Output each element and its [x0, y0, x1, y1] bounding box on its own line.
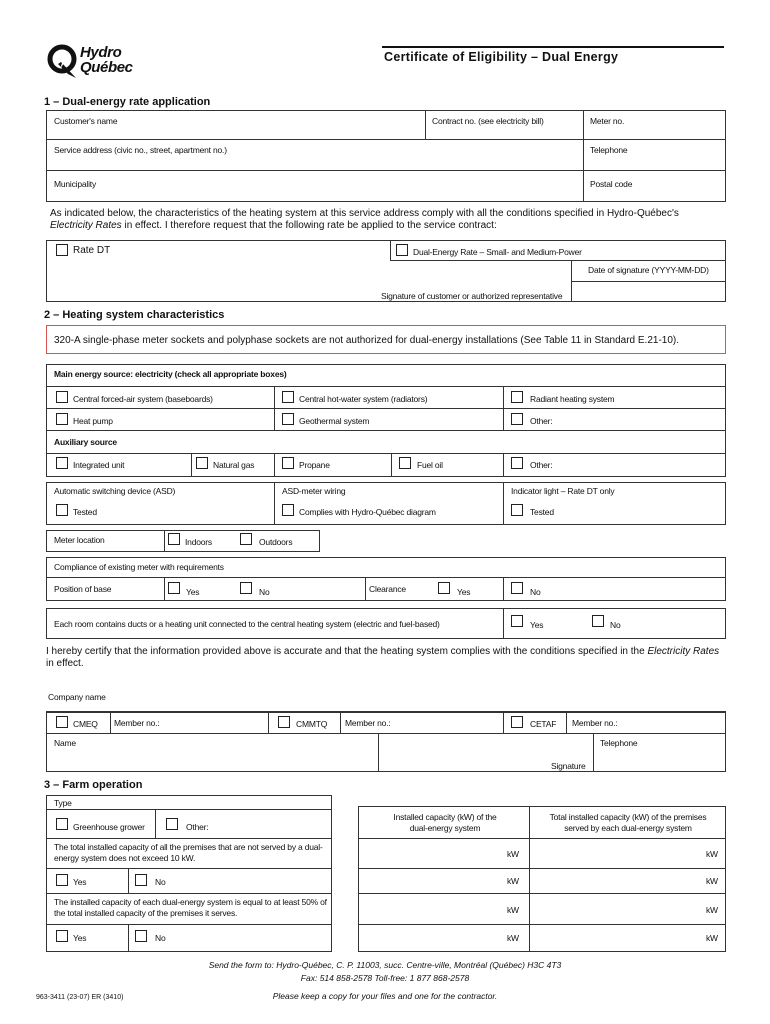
asd-meter-wiring-label: ASD-meter wiring — [282, 486, 346, 496]
heat-hline0 — [46, 386, 726, 387]
capacity-col2-header: Total installed capacity (kW) of the premises served by each dual-energy system — [549, 812, 707, 833]
customer-name-field[interactable]: Customer's name — [54, 116, 118, 126]
each-room-yes-checkbox[interactable] — [511, 615, 523, 627]
contract-no-field[interactable]: Contract no. (see electricity bill) — [432, 116, 544, 126]
postal-code-field[interactable]: Postal code — [590, 179, 633, 189]
indoors-checkbox[interactable] — [168, 533, 180, 545]
page-title: Certificate of Eligibility – Dual Energy — [384, 50, 619, 64]
section3-title: 3 – Farm operation — [44, 779, 143, 791]
section2-title: 2 – Heating system characteristics — [44, 309, 225, 321]
cmmtq-member-no-field[interactable]: Member no.: — [345, 718, 391, 728]
integrated-unit-checkbox[interactable] — [56, 457, 68, 469]
certify-statement — [46, 646, 730, 670]
contractor-telephone-field[interactable]: Telephone — [600, 738, 638, 748]
statement-em: Electricity Rates — [50, 220, 122, 231]
greenhouse-label: Greenhouse grower — [73, 822, 145, 832]
statement-part-a: As indicated below, the characteristics of the heating system at this service address comply with all the conditions specified in Hydro-Québec's — [50, 208, 679, 219]
geothermal-label: Geothermal system — [299, 416, 370, 426]
hydro-quebec-logo — [46, 42, 156, 82]
s1-row-line2 — [46, 170, 726, 171]
rate-dt-checkbox[interactable] — [56, 244, 68, 256]
farm-hline5 — [46, 924, 332, 925]
eligibility-statement — [50, 208, 730, 232]
farm-vline3 — [128, 924, 129, 952]
propane-checkbox[interactable] — [282, 457, 294, 469]
asd-tested-checkbox[interactable] — [56, 504, 68, 516]
each-room-no-checkbox[interactable] — [592, 615, 604, 627]
indicator-light-label: Indicator light – Rate DT only — [511, 486, 615, 496]
farm-hline4 — [46, 893, 332, 894]
capacity-col1-header: Installed capacity (kW) of the dual-energy system — [393, 812, 497, 833]
farm-left-box — [46, 795, 332, 952]
keep-copy-note: Please keep a copy for your files and one for the contractor. — [272, 991, 498, 1001]
farm-other-label: Other: — [186, 822, 209, 832]
logo-q-icon — [46, 42, 82, 80]
heat-vline3 — [191, 453, 192, 477]
warning-text: 320-A single-phase meter sockets and polyphase sockets are not authorized for dual-energy installations (See Table 11 in Standard E.21-10). — [54, 335, 680, 346]
q2-yes-checkbox[interactable] — [56, 930, 68, 942]
contractor-vline5 — [566, 712, 567, 733]
position-no-checkbox[interactable] — [240, 582, 252, 594]
clearance-no-checkbox[interactable] — [511, 582, 523, 594]
kw-unit[interactable]: kW — [507, 905, 519, 915]
other-main-checkbox[interactable] — [511, 413, 523, 425]
propane-label: Propane — [299, 460, 330, 470]
natural-gas-label: Natural gas — [213, 460, 255, 470]
each-room-no-label: No — [610, 620, 621, 630]
telephone-field[interactable]: Telephone — [590, 145, 628, 155]
cmeq-member-no-field[interactable]: Member no.: — [114, 718, 160, 728]
municipality-field[interactable]: Municipality — [54, 179, 97, 189]
statement-part-b: in effect. I therefore request that the following rate be applied to the service contract: — [121, 220, 497, 231]
capacity-hline2 — [358, 868, 726, 869]
certify-em: Electricity Rates — [647, 646, 720, 657]
rate-vline — [390, 240, 391, 260]
contractor-signature-field[interactable]: Signature — [551, 761, 586, 771]
farm-type-label: Type — [54, 798, 72, 808]
kw-unit[interactable]: kW — [706, 933, 718, 943]
compliance-vline3 — [503, 577, 504, 601]
heat-vline4 — [274, 453, 275, 477]
rate-hline2 — [571, 281, 726, 282]
contractor-vline3 — [340, 712, 341, 733]
each-room-yes-label: Yes — [530, 620, 544, 630]
geothermal-checkbox[interactable] — [282, 413, 294, 425]
kw-unit[interactable]: kW — [706, 905, 718, 915]
fuel-oil-label: Fuel oil — [417, 460, 443, 470]
outdoors-checkbox[interactable] — [240, 533, 252, 545]
dual-energy-rate-checkbox[interactable] — [396, 244, 408, 256]
heat-vline1 — [274, 386, 275, 430]
form-code: 963-3411 (23-07) ER (3410) — [36, 994, 124, 1001]
indicator-tested-label: Tested — [530, 507, 554, 517]
kw-unit[interactable]: kW — [507, 876, 519, 886]
auxiliary-source-label: Auxiliary source — [54, 437, 117, 447]
section1-title: 1 – Dual-energy rate application — [44, 96, 211, 108]
asd-vline1 — [274, 482, 275, 525]
position-yes-label: Yes — [186, 587, 200, 597]
kw-unit[interactable]: kW — [706, 876, 718, 886]
position-no-label: No — [259, 587, 270, 597]
asd-tested-label: Tested — [73, 507, 97, 517]
position-yes-checkbox[interactable] — [168, 582, 180, 594]
meter-loc-vline — [164, 530, 165, 552]
main-source-label: Main energy source: electricity (check all appropriate boxes) — [54, 369, 287, 379]
heat-vline6 — [503, 453, 504, 477]
q2-no-checkbox[interactable] — [135, 930, 147, 942]
integrated-unit-label: Integrated unit — [73, 460, 125, 470]
compliance-hline — [46, 577, 726, 578]
radiant-heating-checkbox[interactable] — [511, 391, 523, 403]
heat-hline3 — [46, 453, 726, 454]
farm-hline1 — [46, 809, 332, 810]
certify-part-a: I hereby certify that the information provided above is accurate and that the heating system complies with the conditions specified in the — [46, 646, 648, 657]
farm-other-checkbox[interactable] — [166, 818, 178, 830]
s1-row-line1 — [46, 139, 726, 140]
q2-yes-label: Yes — [73, 933, 87, 943]
other-aux-checkbox[interactable] — [511, 457, 523, 469]
fuel-oil-checkbox[interactable] — [399, 457, 411, 469]
q1-yes-label: Yes — [73, 877, 87, 887]
logo-line1: Hydro — [80, 44, 122, 61]
send-form-line1: Send the form to: Hydro-Québec, C. P. 11003, succ. Centre-ville, Montréal (Québec) H3C 4T3 — [208, 960, 562, 970]
central-forced-air-checkbox[interactable] — [56, 391, 68, 403]
radiant-heating-label: Radiant heating system — [530, 394, 615, 404]
company-name-field[interactable]: Company name — [48, 692, 106, 702]
s1-vline2 — [583, 110, 584, 202]
central-hot-water-label: Central hot-water system (radiators) — [299, 394, 428, 404]
title-rule — [382, 46, 724, 48]
capacity-hline3 — [358, 893, 726, 894]
complies-diagram-checkbox[interactable] — [282, 504, 294, 516]
meter-location-label: Meter location — [54, 535, 105, 545]
compliance-vline1 — [164, 577, 165, 601]
capacity-vline — [529, 806, 530, 952]
each-room-vline — [503, 608, 504, 639]
cetaf-checkbox[interactable] — [511, 716, 523, 728]
cmeq-checkbox[interactable] — [56, 716, 68, 728]
complies-diagram-label: Complies with Hydro-Québec diagram — [299, 507, 436, 517]
contractor-name-field[interactable]: Name — [54, 738, 76, 748]
customer-signature-field[interactable]: Signature of customer or authorized representative — [381, 291, 563, 301]
q1-no-label: No — [155, 877, 166, 887]
contractor-vline7 — [593, 733, 594, 772]
farm-vline1 — [155, 809, 156, 838]
clearance-yes-checkbox[interactable] — [438, 582, 450, 594]
outdoors-label: Outdoors — [259, 537, 293, 547]
other-aux-label: Other: — [530, 460, 553, 470]
asd-vline2 — [503, 482, 504, 525]
central-hot-water-checkbox[interactable] — [282, 391, 294, 403]
cmmtq-checkbox[interactable] — [278, 716, 290, 728]
send-form-line2: Fax: 514 858-2578 Toll-free: 1 877 868-2578 — [300, 973, 470, 983]
contractor-hline — [46, 733, 726, 734]
rate-dt-label: Rate DT — [73, 245, 111, 256]
heat-pump-checkbox[interactable] — [56, 413, 68, 425]
farm-hline2 — [46, 838, 332, 839]
heat-pump-label: Heat pump — [73, 416, 113, 426]
meter-no-field[interactable]: Meter no. — [590, 116, 625, 126]
asd-label: Automatic switching device (ASD) — [54, 486, 176, 496]
kw-unit[interactable]: kW — [507, 933, 519, 943]
position-of-base-label: Position of base — [54, 584, 112, 594]
heat-hline1 — [46, 408, 726, 409]
heat-vline2 — [503, 386, 504, 430]
rate-hline1 — [390, 260, 726, 261]
farm-hline3 — [46, 868, 332, 869]
contractor-vline6 — [378, 733, 379, 772]
q1-yes-checkbox[interactable] — [56, 874, 68, 886]
kw-unit[interactable]: kW — [706, 849, 718, 859]
kw-unit[interactable]: kW — [507, 849, 519, 859]
date-of-signature-field[interactable]: Date of signature (YYYY-MM-DD) — [588, 265, 709, 275]
each-room-label: Each room contains ducts or a heating unit connected to the central heating system (electric and fuel-based) — [54, 619, 440, 629]
heat-hline2 — [46, 430, 726, 431]
contractor-vline4 — [503, 712, 504, 733]
certify-part-b: in effect. — [46, 658, 84, 669]
capacity-hline4 — [358, 924, 726, 925]
capacity-hline1 — [358, 838, 726, 839]
heat-vline5 — [391, 453, 392, 477]
compliance-label: Compliance of existing meter with requirements — [54, 562, 224, 572]
indicator-tested-checkbox[interactable] — [511, 504, 523, 516]
s1-vline1 — [425, 110, 426, 139]
q1-no-checkbox[interactable] — [135, 874, 147, 886]
dual-energy-rate-label: Dual-Energy Rate – Small- and Medium-Power — [413, 247, 582, 257]
farm-vline2 — [128, 868, 129, 893]
service-address-field[interactable]: Service address (civic no., street, apartment no.) — [54, 145, 227, 155]
heating-box — [46, 364, 726, 477]
contractor-vline1 — [110, 712, 111, 733]
indoors-label: Indoors — [185, 537, 212, 547]
clearance-yes-label: Yes — [457, 587, 471, 597]
cmeq-label: CMEQ — [73, 719, 98, 729]
compliance-vline2 — [365, 577, 366, 601]
clearance-label: Clearance — [369, 584, 406, 594]
natural-gas-checkbox[interactable] — [196, 457, 208, 469]
farm-q2: The installed capacity of each dual-energy system is equal to at least 50% of the total installed capacity of the premises it serves. — [54, 897, 327, 918]
other-main-label: Other: — [530, 416, 553, 426]
cetaf-label: CETAF — [530, 719, 557, 729]
central-forced-air-label: Central forced-air system (baseboards) — [73, 394, 213, 404]
cmmtq-label: CMMTQ — [296, 719, 328, 729]
greenhouse-checkbox[interactable] — [56, 818, 68, 830]
q2-no-label: No — [155, 933, 166, 943]
contractor-vline2 — [268, 712, 269, 733]
farm-q1: The total installed capacity of all the premises that are not served by a dual-energy system does not exceed 10 kW. — [54, 842, 323, 863]
clearance-no-label: No — [530, 587, 541, 597]
cetaf-member-no-field[interactable]: Member no.: — [572, 718, 618, 728]
logo-line2: Québec — [80, 59, 133, 76]
